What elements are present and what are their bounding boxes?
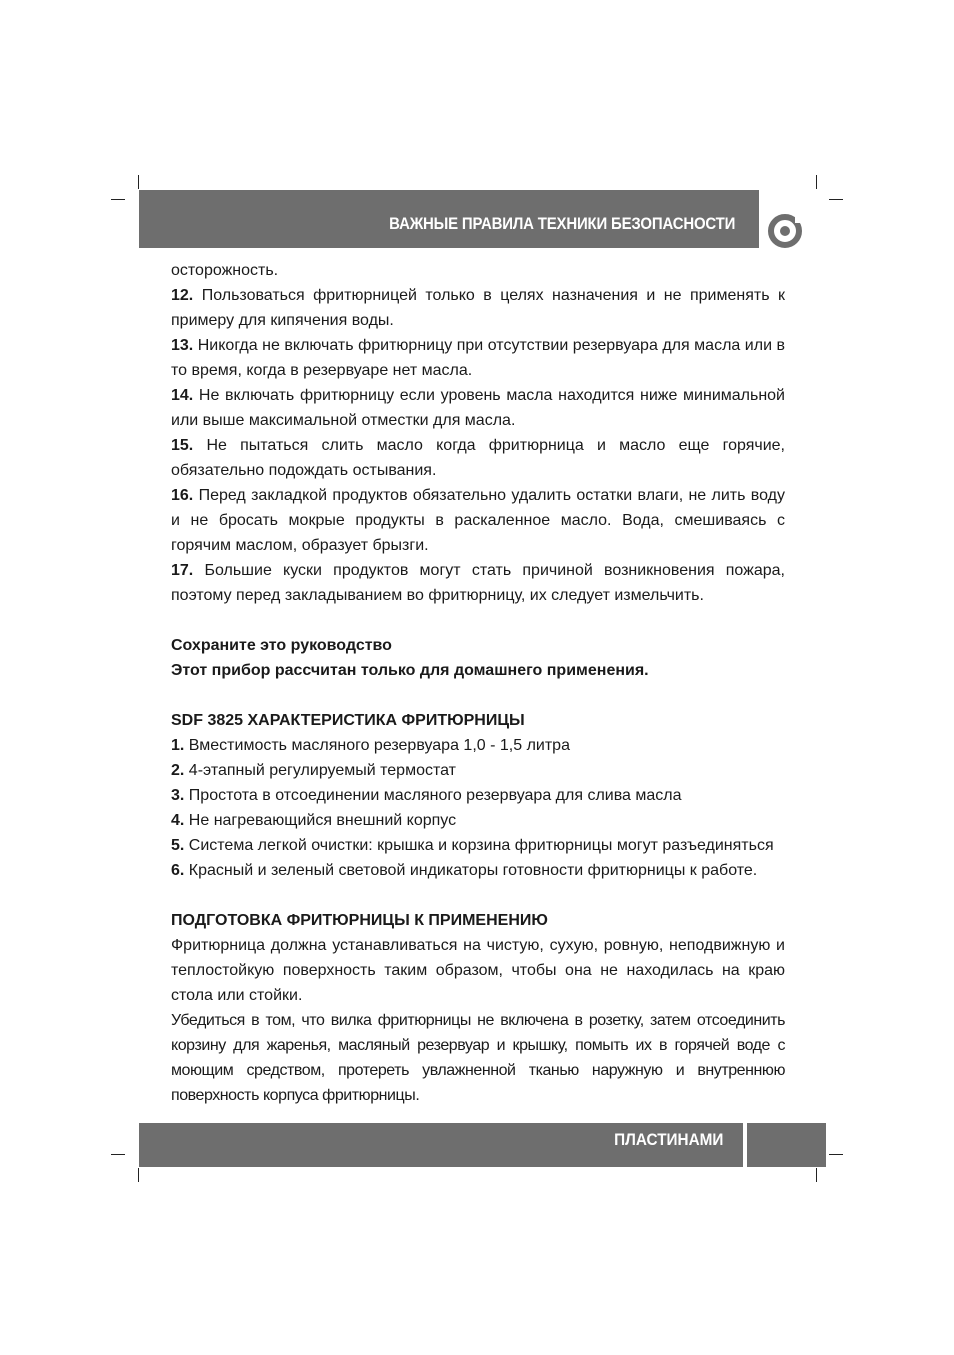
crop-mark xyxy=(829,199,843,200)
crop-mark xyxy=(111,199,125,200)
section-title: ВАЖНЫЕ ПРАВИЛА ТЕХНИКИ БЕЗОПАСНОСТИ xyxy=(388,214,735,233)
crop-mark xyxy=(816,175,817,189)
spec-item: 1. Вместимость масляного резервуара 1,0 - 1,5 литра xyxy=(171,737,570,754)
spec-item: 4. Не нагревающийся внешний корпус xyxy=(171,812,457,829)
spec-item: 6. Красный и зеленый световой индикаторы готовности фритюрницы к работе. xyxy=(171,862,758,879)
crop-mark xyxy=(138,175,139,189)
footer-title: ПЛАСТИНАМИ xyxy=(613,1130,723,1149)
spec-item: 3. Простота в отсоединении масляного резервуара для слива масла xyxy=(171,787,682,804)
spec-item: 2. 4-этапный регулируемый термостат xyxy=(171,762,456,779)
rule-item: 14. Не включать фритюрницу если уровень масла находится ниже минимальной или выше максимальной отместки для масла. xyxy=(171,387,785,429)
page-content xyxy=(171,258,785,1108)
rule-item: 16. Перед закладкой продуктов обязательно удалить остатки влаги, не лить воду и не бросать мокрые продукты в раскаленное масло. Вода, смешиваясь с горячим маслом, образует брызги. xyxy=(171,487,785,554)
spacer xyxy=(171,608,785,633)
preparation-paragraph: Фритюрница должна устанавливаться на чистую, сухую, ровную, неподвижную и теплостойкую поверхность таким образом, чтобы она не находилась на краю стола или стойки. xyxy=(171,937,785,1004)
preparation-heading: ПОДГОТОВКА ФРИТЮРНИЦЫ К ПРИМЕНЕНИЮ xyxy=(171,912,548,929)
rule-item: 12. Пользоваться фритюрницей только в целях назначения и не применять к примеру для кипячения воды. xyxy=(171,287,785,329)
crop-mark xyxy=(816,1168,817,1182)
notice-line: Сохраните это руководство xyxy=(171,637,392,654)
specs-heading: SDF 3825 ХАРАКТЕРИСТИКА ФРИТЮРНИЦЫ xyxy=(171,712,525,729)
rule-continuation: осторожность. xyxy=(171,262,279,279)
section-header xyxy=(139,190,759,248)
footer-page-box xyxy=(747,1123,826,1167)
rule-item: 17. Большие куски продуктов могут стать причиной возникновения пожара, поэтому перед закладыванием во фритюрницу, их следует измельчить. xyxy=(171,562,785,604)
preparation-paragraph: Убедиться в том, что вилка фритюрницы не включена в розетку, затем отсоединить корзину для жаренья, масляный резервуар и крышку, помыть их в горячей воде с моющим средством, протереть увлажненной тканью наружную и внутреннюю поверхность корпуса фритюрницы. xyxy=(171,1012,785,1104)
spec-item: 5. Система легкой очистки: крышка и корзина фритюрницы могут разъединяться xyxy=(171,837,774,854)
spacer xyxy=(171,883,785,908)
rule-item: 13. Никогда не включать фритюрницу при отсутствии резервуара для масла или в то время, когда в резервуаре нет масла. xyxy=(171,337,785,379)
crop-mark xyxy=(138,1168,139,1182)
crop-mark xyxy=(111,1154,125,1155)
brand-logo-icon xyxy=(767,211,805,249)
rule-item: 15. Не пытаться слить масло когда фритюрница и масло еще горячие, обязательно подождать остывания. xyxy=(171,437,785,479)
crop-mark xyxy=(829,1154,843,1155)
spacer xyxy=(171,683,785,708)
footer-bar xyxy=(139,1123,743,1167)
notice-line: Этот прибор рассчитан только для домашнего применения. xyxy=(171,662,649,679)
